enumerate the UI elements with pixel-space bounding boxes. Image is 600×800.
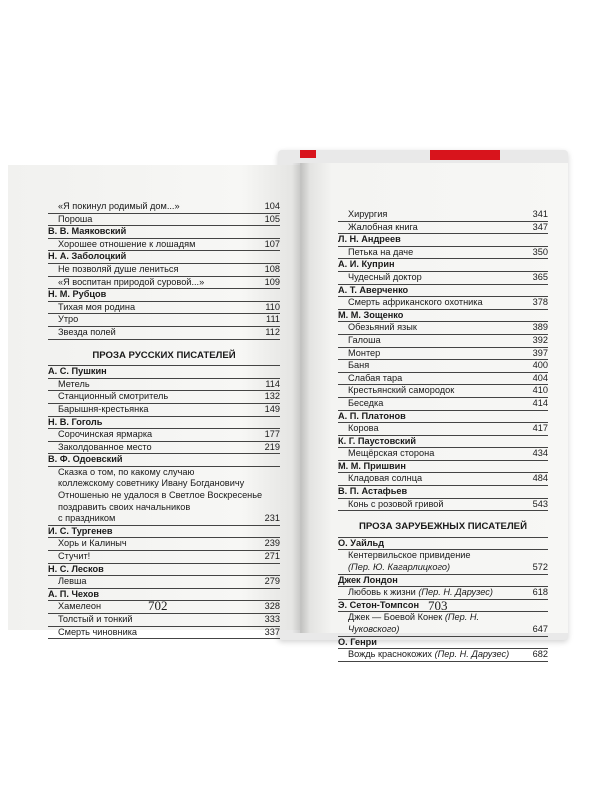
toc-entry-title: Обезьяний язык — [348, 322, 417, 333]
toc-entry — [338, 348, 548, 361]
toc-entry-page: 365 — [532, 271, 548, 282]
toc-author: М. М. Зощенко — [338, 310, 548, 323]
toc-entry-page: 389 — [532, 322, 548, 333]
section-title-russian-prose: ПРОЗА РУССКИХ ПИСАТЕЛЕЙ — [48, 340, 280, 367]
toc-entry-title: Крестьянский самородок — [348, 385, 455, 396]
toc-entry-page: 111 — [266, 314, 280, 325]
toc-entry — [48, 442, 280, 455]
toc-entry-page: 434 — [532, 448, 548, 459]
toc-entry-title: Сорочинская ярмарка — [58, 429, 153, 440]
toc-entry-title: Левша — [58, 576, 87, 587]
toc-entry-page: 618 — [532, 587, 548, 598]
toc-entry — [338, 209, 548, 222]
toc-entry — [48, 391, 280, 404]
toc-entry-page: 104 — [264, 201, 280, 211]
toc-entry-page: 484 — [532, 473, 548, 484]
toc-entry-multiline — [338, 550, 548, 574]
page-number-left: 702 — [148, 598, 168, 613]
toc-entry-title: Мещёрская сторона — [348, 448, 435, 459]
toc-author: М. М. Пришвин — [338, 461, 548, 474]
toc-entry-page: 109 — [264, 276, 280, 287]
toc-entry-page: 647 — [532, 624, 548, 634]
toc-entry-title: Хорь и Калиныч — [58, 538, 127, 549]
toc-entry — [48, 302, 280, 315]
toc-entry-page: 107 — [264, 238, 280, 249]
toc-entry — [338, 360, 548, 373]
page-number-right: 703 — [428, 598, 448, 613]
toc-entry-page: 231 — [264, 513, 280, 524]
toc-entry-multiline — [48, 467, 280, 526]
toc-entry-page: 417 — [532, 423, 548, 434]
toc-entry-translator: (Пер. Н. Чуковского) — [348, 612, 480, 634]
toc-entry-page: 105 — [264, 213, 280, 224]
toc-entry-title: «Я покинул родимый дом...» — [58, 201, 180, 211]
toc-author: Н. С. Лесков — [48, 564, 280, 577]
toc-entry-last-line — [348, 562, 548, 574]
toc-entry-title: Чудесный доктор — [348, 271, 422, 282]
toc-entry-translator: (Пер. Н. Дарузес) — [418, 587, 493, 598]
toc-entry-title: Тихая моя родина — [58, 301, 136, 312]
toc-entry — [48, 264, 280, 277]
toc-entry-page: 279 — [264, 576, 280, 587]
toc-entry — [338, 272, 548, 285]
toc-entry — [48, 614, 280, 627]
toc-entry-title: Заколдованное место — [58, 441, 152, 452]
toc-entry-page: 219 — [264, 441, 280, 452]
toc-entry-title: Кладовая солнца — [348, 473, 423, 484]
toc-entry-title — [348, 612, 529, 635]
toc-entry-page: 110 — [265, 301, 280, 312]
toc-entry — [48, 314, 280, 327]
toc-entry — [338, 423, 548, 436]
toc-entry-title: Галоша — [348, 334, 381, 345]
toc-entry-page: 400 — [532, 360, 548, 371]
book-spine-shadow — [292, 163, 310, 633]
toc-entry-title-text: Джек — Боевой Конек — [348, 612, 445, 623]
toc-entry-title: Барышня-крестьянка — [58, 403, 149, 414]
toc-entry-page: 397 — [532, 347, 548, 358]
toc-entry-line: коллежскому советнику Ивану Богдановичу — [58, 478, 245, 489]
toc-entry-page: 341 — [532, 209, 548, 219]
toc-entry — [48, 576, 280, 589]
toc-author: Н. М. Рубцов — [48, 289, 280, 302]
toc-author: В. В. Маяковский — [48, 226, 280, 239]
toc-entry — [338, 373, 548, 386]
toc-entry — [48, 214, 280, 227]
toc-entry-page: 378 — [532, 297, 548, 308]
toc-entry-title: Монтер — [348, 347, 381, 358]
toc-author: А. П. Платонов — [338, 411, 548, 424]
toc-entry-translator: (Пер. Ю. Кагарлицкого) — [348, 562, 451, 573]
toc-entry-title: Жалобная книга — [348, 221, 418, 232]
toc-entry-title: Корова — [348, 423, 379, 434]
toc-entry-line: Сказка о том, по какому случаю — [58, 466, 195, 477]
toc-entry-page: 543 — [532, 498, 548, 509]
toc-entry-title: Станционный смотритель — [58, 391, 169, 402]
toc-entry — [48, 538, 280, 551]
toc-entry-title: Хирургия — [348, 209, 388, 219]
toc-entry-page: 132 — [264, 391, 280, 402]
toc-entry-page: 414 — [532, 397, 548, 408]
toc-entry — [338, 297, 548, 310]
toc-entry-title-text: Любовь к жизни — [348, 587, 419, 598]
toc-entry-page: 149 — [264, 403, 280, 414]
toc-author: Л. Н. Андреев — [338, 234, 548, 247]
toc-entry-page: 108 — [264, 263, 280, 274]
toc-entry-page: 337 — [264, 626, 280, 637]
toc-entry-page: 177 — [264, 429, 280, 440]
toc-entry-title: Стучит! — [58, 551, 91, 562]
toc-author: Н. А. Заболоцкий — [48, 251, 280, 264]
toc-entry-page: 239 — [264, 538, 280, 549]
toc-author: А. П. Чехов — [48, 589, 280, 602]
toc-author: В. П. Астафьев — [338, 486, 548, 499]
toc-author: В. Ф. Одоевский — [48, 454, 280, 467]
right-top-entries — [338, 209, 548, 511]
toc-entry-title: Хамелеон — [58, 601, 102, 612]
toc-entry — [338, 247, 548, 260]
toc-entry-title: Баня — [348, 360, 370, 371]
cover-red-stripe — [430, 150, 500, 160]
toc-entry-line: поздравить своих начальников — [58, 501, 191, 512]
toc-author: А. Т. Аверченко — [338, 285, 548, 298]
section-title-foreign-prose: ПРОЗА ЗАРУБЕЖНЫХ ПИСАТЕЛЕЙ — [338, 511, 548, 538]
toc-entry-title: Звезда полей — [58, 326, 116, 337]
toc-entry-title-text: Вождь краснокожих — [348, 649, 435, 660]
toc-author: Н. В. Гоголь — [48, 417, 280, 430]
toc-entry-page: 392 — [532, 334, 548, 345]
toc-entry-title: Слабая тара — [348, 372, 403, 383]
toc-author: К. Г. Паустовский — [338, 436, 548, 449]
toc-entry — [338, 222, 548, 235]
toc-entry — [338, 473, 548, 486]
toc-entry — [48, 327, 280, 340]
toc-entry — [338, 612, 548, 636]
toc-entry — [338, 322, 548, 335]
toc-entry-page: 682 — [532, 649, 548, 660]
toc-author: Джек Лондон — [338, 575, 548, 588]
toc-entry-page: 333 — [264, 614, 280, 624]
toc-entry-title: Смерть чиновника — [58, 626, 138, 637]
toc-entry-title: Конь с розовой гривой — [348, 498, 444, 509]
toc-entry-page: 404 — [532, 372, 548, 383]
toc-entry-page: 328 — [264, 601, 280, 612]
left-page-contents — [48, 201, 280, 639]
cover-red-mark — [300, 150, 316, 158]
toc-entry-page: 112 — [265, 326, 280, 337]
toc-entry-title: Смерть африканского охотника — [348, 297, 483, 308]
toc-author: А. И. Куприн — [338, 259, 548, 272]
toc-entry-title: Беседка — [348, 397, 384, 408]
toc-entry-line: с праздником — [58, 513, 116, 524]
toc-entry-translator: (Пер. Н. Дарузес) — [434, 649, 510, 660]
toc-entry — [338, 649, 548, 662]
toc-entry-line: Отношенью не удалося в Светлое Воскресенье — [58, 490, 263, 501]
toc-entry-title: Метель — [58, 378, 90, 389]
toc-entry — [338, 398, 548, 411]
toc-entry — [338, 499, 548, 512]
toc-entry-page: 410 — [532, 385, 548, 396]
toc-entry-title — [348, 649, 529, 661]
toc-entry — [48, 627, 280, 640]
toc-entry-page: 114 — [265, 378, 280, 389]
toc-entry — [48, 404, 280, 417]
toc-entry — [48, 429, 280, 442]
toc-entry — [48, 551, 280, 564]
toc-entry — [48, 277, 280, 290]
toc-entry-page: 271 — [264, 551, 280, 562]
toc-entry-title: Утро — [58, 314, 79, 325]
toc-entry-page: 350 — [532, 246, 548, 257]
toc-author: О. Уайльд — [338, 538, 548, 551]
toc-entry — [48, 239, 280, 252]
toc-entry-title: Хорошее отношение к лошадям — [58, 238, 196, 249]
toc-entry-title: Пороша — [58, 213, 93, 224]
toc-author: О. Генри — [338, 637, 548, 650]
toc-entry-title: Петька на даче — [348, 246, 414, 257]
toc-author: Э. Сетон-Томпсон — [338, 600, 548, 613]
toc-entry — [338, 448, 548, 461]
toc-entry — [48, 201, 280, 214]
toc-entry-page: 572 — [532, 562, 548, 573]
toc-entry — [48, 379, 280, 392]
toc-entry-title: «Я воспитан природой суровой...» — [58, 276, 205, 287]
toc-entry — [338, 385, 548, 398]
left-top-entries — [48, 201, 280, 340]
right-page-contents — [338, 209, 548, 662]
toc-entry-title: Толстый и тонкий — [58, 614, 133, 624]
toc-entry — [338, 335, 548, 348]
toc-entry-title: Не позволяй душе лениться — [58, 263, 179, 274]
toc-entry-line: Кентервильское привидение — [348, 550, 471, 561]
toc-author: А. С. Пушкин — [48, 366, 280, 379]
toc-entry-page: 347 — [532, 221, 548, 232]
toc-entry-last-line — [58, 513, 280, 525]
toc-author: И. С. Тургенев — [48, 526, 280, 539]
